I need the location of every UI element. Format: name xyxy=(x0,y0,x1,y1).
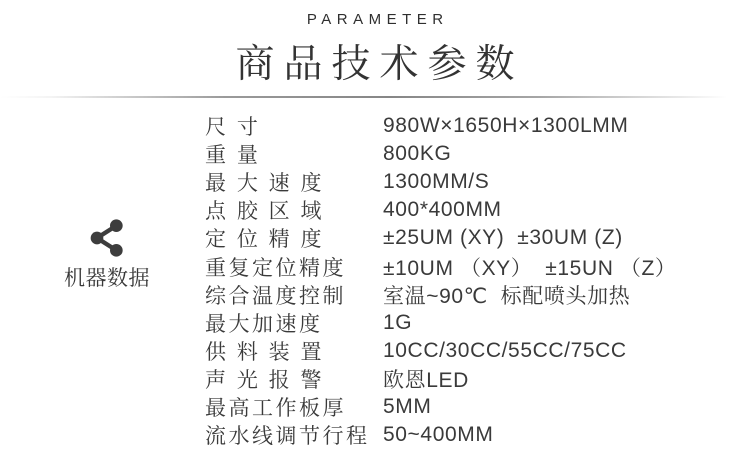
table-row xyxy=(205,252,725,280)
table-row xyxy=(205,168,725,196)
share-icon xyxy=(87,217,127,259)
table-row xyxy=(205,140,725,168)
table-row xyxy=(205,365,725,393)
machine-data-badge xyxy=(47,217,167,292)
table-row xyxy=(205,196,725,224)
table-row xyxy=(205,309,725,337)
spec-value: ±25UM (XY) ±30UM (Z) xyxy=(383,226,623,250)
spec-label: 重 量 xyxy=(205,144,261,168)
spec-label: 尺 寸 xyxy=(205,116,261,140)
spec-label: 流水线调节行程 xyxy=(205,425,370,449)
spec-value: ±10UM （XY） ±15UN （Z） xyxy=(383,256,677,280)
spec-label: 最大加速度 xyxy=(205,312,323,336)
machine-data-label: 机器数据 xyxy=(64,267,150,290)
spec-value: 室温~90℃ 标配喷头加热 xyxy=(383,284,631,308)
spec-value: 1300MM/S xyxy=(383,170,490,194)
spec-value: 980W×1650H×1300LMM xyxy=(383,114,629,138)
eyebrow-parameter-label: PARAMETER xyxy=(306,11,449,28)
spec-label: 综合温度控制 xyxy=(205,284,346,308)
spec-label: 声 光 报 警 xyxy=(205,368,325,392)
spec-label: 点 胶 区 域 xyxy=(205,200,325,224)
title-divider-line xyxy=(0,96,750,98)
spec-label: 重复定位精度 xyxy=(205,256,346,280)
spec-value: 50~400MM xyxy=(383,423,494,447)
page-title: 商品技术参数 xyxy=(235,43,524,86)
table-row xyxy=(205,112,725,140)
spec-value: 欧恩LED xyxy=(383,368,469,392)
table-row xyxy=(205,421,725,449)
spec-label: 定 位 精 度 xyxy=(205,228,325,252)
table-row xyxy=(205,224,725,252)
spec-label: 最 大 速 度 xyxy=(205,172,325,196)
spec-label: 最高工作板厚 xyxy=(205,396,346,420)
spec-value: 10CC/30CC/55CC/75CC xyxy=(383,338,627,362)
table-row xyxy=(205,393,725,421)
spec-value: 1G xyxy=(383,310,413,334)
table-row xyxy=(205,337,725,365)
spec-value: 5MM xyxy=(383,394,432,418)
table-row xyxy=(205,281,725,309)
spec-value: 400*400MM xyxy=(383,198,502,222)
spec-value: 800KG xyxy=(383,142,452,166)
spec-label: 供 料 装 置 xyxy=(205,340,325,364)
spec-table xyxy=(205,112,725,449)
